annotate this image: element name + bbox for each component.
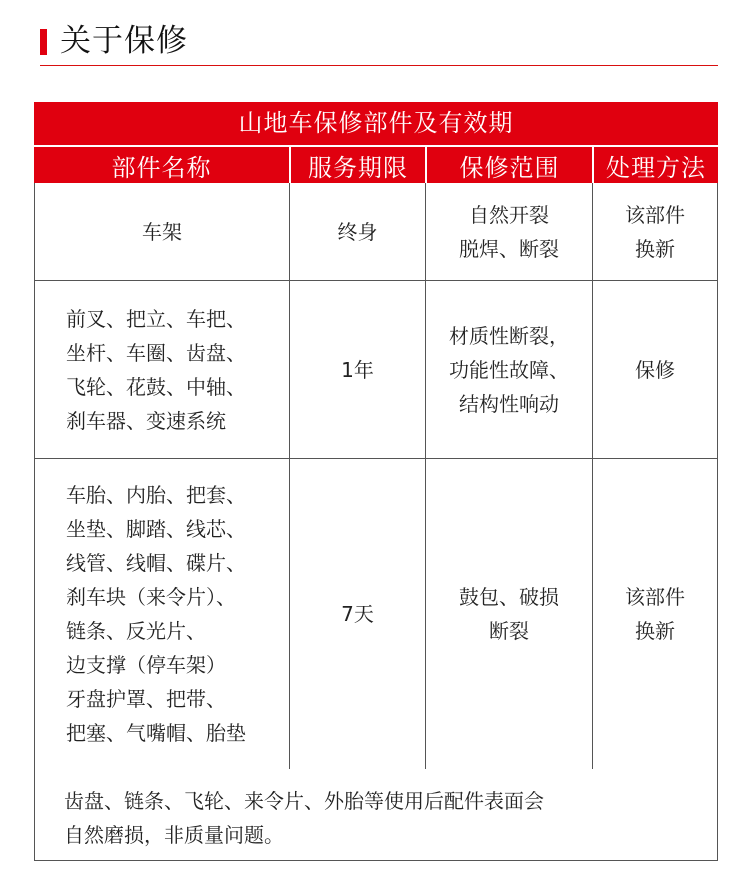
row1-part-line: 车架	[142, 219, 182, 244]
row2-method	[592, 281, 718, 459]
row2-scope-line: 材质性断裂，	[449, 323, 569, 348]
row3-part-line: 把塞、气嘴帽、胎垫	[66, 721, 246, 745]
row2-part-line: 飞轮、花鼓、中轴、	[66, 374, 246, 399]
column-header-period: 服务期限	[289, 145, 425, 183]
row3-part-line: 坐垫、脚踏、线芯、	[66, 517, 246, 541]
column-header-parts: 部件名称	[34, 145, 289, 183]
table-title: 山地车保修部件及有效期	[34, 102, 718, 145]
row2-method-line: 保修	[635, 357, 675, 382]
footnote-line: 自然磨损，非质量问题。	[64, 823, 284, 847]
row3-method-line: 该部件	[625, 585, 685, 609]
row3-period: 7天	[289, 459, 425, 769]
footnote-line: 齿盘、链条、飞轮、来令片、外胎等使用后配件表面会	[64, 789, 544, 813]
row3-parts	[34, 459, 289, 769]
footnote	[34, 768, 718, 861]
row3-scope-line: 断裂	[489, 619, 529, 643]
row1-method-line: 该部件	[625, 202, 685, 227]
row3-part-line: 链条、反光片、	[66, 619, 206, 643]
row1-scope-line: 自然开裂	[469, 202, 549, 227]
section-title: 关于保修	[60, 23, 188, 59]
row3-part-line: 牙盘护罩、把带、	[66, 687, 226, 711]
column-header-scope: 保修范围	[425, 145, 592, 183]
row2-scope-line: 结构性响动	[459, 391, 559, 416]
row3-scope	[425, 459, 592, 769]
row2-part-line: 刹车器、变速系统	[66, 408, 226, 433]
row1-scope	[425, 183, 592, 281]
row2-parts	[34, 281, 289, 459]
header-accent-bar	[40, 29, 47, 55]
row2-part-line: 前叉、把立、车把、	[66, 306, 246, 331]
warranty-table	[34, 102, 718, 769]
row1-parts	[34, 183, 289, 281]
row1-method	[592, 183, 718, 281]
section-header	[40, 20, 718, 66]
table-grid	[34, 145, 718, 769]
row3-method-line: 换新	[635, 619, 675, 643]
row3-part-line: 边支撑（停车架）	[66, 653, 226, 677]
row3-part-line: 刹车块（来令片）、	[66, 585, 236, 609]
row3-part-line: 车胎、内胎、把套、	[66, 483, 246, 507]
row3-part-line: 线管、线帽、碟片、	[66, 551, 246, 575]
row3-scope-line: 鼓包、破损	[459, 585, 559, 609]
row1-period: 终身	[289, 183, 425, 281]
row1-scope-line: 脱焊、断裂	[459, 236, 559, 261]
row1-method-line: 换新	[635, 236, 675, 261]
row2-scope-line: 功能性故障、	[449, 357, 569, 382]
column-header-method: 处理方法	[592, 145, 718, 183]
row2-period: 1年	[289, 281, 425, 459]
row2-part-line: 坐杆、车圈、齿盘、	[66, 340, 246, 365]
row3-method	[592, 459, 718, 769]
row2-scope	[425, 281, 592, 459]
